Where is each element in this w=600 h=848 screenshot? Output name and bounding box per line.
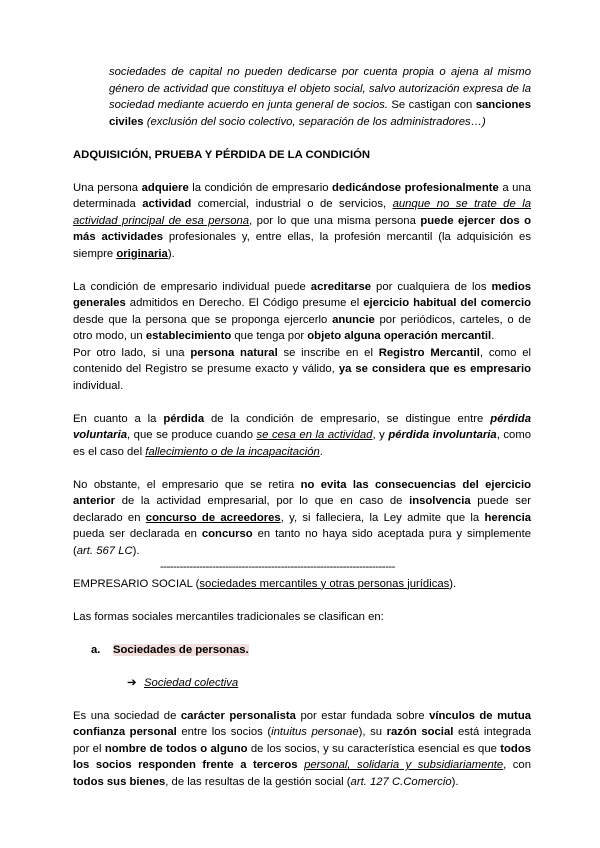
section-heading: ADQUISICIÓN, PRUEBA Y PÉRDIDA DE LA CONDICIÓN: [73, 148, 371, 161]
loss-paragraph: En cuanto a la pérdida de la condición de empresario, se distingue entre pérdida voluntaria, que se produce cuando se cesa en la actividad, y pérdida involuntaria, como es el caso del fallecimiento o de la incapacitación.: [73, 412, 532, 458]
arrow-icon: ➔: [127, 676, 137, 689]
list-item-a: a. Sociedades de personas.: [91, 643, 249, 656]
sub-list-item: ➔ Sociedad colectiva: [127, 675, 531, 692]
document-page: [73, 64, 531, 790]
registry-paragraph: Por otro lado, si una persona natural se inscribe en el Registro Mercantil, como el contenido del Registro se presume exacto y válido, ya se considera que es empresario individual.: [73, 346, 531, 392]
classification-paragraph: Las formas sociales mercantiles tradicionales se clasifican en:: [73, 610, 384, 623]
intro-paragraph: sociedades de capital no pueden dedicarse por cuenta propia o ajena al mismo género de actividad que constituya el objeto social, salvo autorización expresa de la sociedad mediante acuerdo en junta general de socios. Se castigan con sanciones civiles (exclusión del socio colectivo, separación de los administradores…): [109, 66, 531, 128]
separator-line: ------------------------------------------------------------------------: [160, 561, 395, 573]
proof-paragraph: La condición de empresario individual puede acreditarse por cualquiera de los medios generales admitidos en Derecho. El Código presume el ejercicio habitual del comercio desde que la persona que se proponga ejercerlo anuncie por periódicos, carteles, o de otro modo, un establecimiento que tenga por objeto alguna operación mercantil.: [73, 280, 532, 342]
collective-society-paragraph: Es una sociedad de carácter personalista por estar fundada sobre vínculos de mutua confianza personal entre los socios (intuitus personae), su razón social está integrada por el nombre de todos o alguno de los socios, y su característica esencial es que todos los socios responden frente a terceros personal, solidaria y subsidiariamente, con todos sus bienes, de las resultas de la gestión social (art. 127 C.Comercio).: [73, 709, 532, 788]
acquisition-paragraph: Una persona adquiere la condición de empresario dedicándose profesionalmente a una determinada actividad comercial, industrial o de servicios, aunque no se trate de la actividad principal de esa persona, por lo que una misma persona puede ejercer dos o más actividades profesionales y, entre ellas, la profesión mercantil (la adquisición es siempre originaria).: [73, 181, 532, 260]
social-heading: EMPRESARIO SOCIAL (sociedades mercantiles y otras personas jurídicas).: [73, 577, 457, 590]
consequences-paragraph: No obstante, el empresario que se retira no evita las consecuencias del ejercicio anterior de la actividad empresarial, por lo que en caso de insolvencia puede ser declarado en concurso de acreedores, y, si falleciera, la Ley admite que la herencia pueda ser declarada en concurso en tanto no haya sido aceptada pura y simplemente (art. 567 LC).: [73, 478, 531, 557]
